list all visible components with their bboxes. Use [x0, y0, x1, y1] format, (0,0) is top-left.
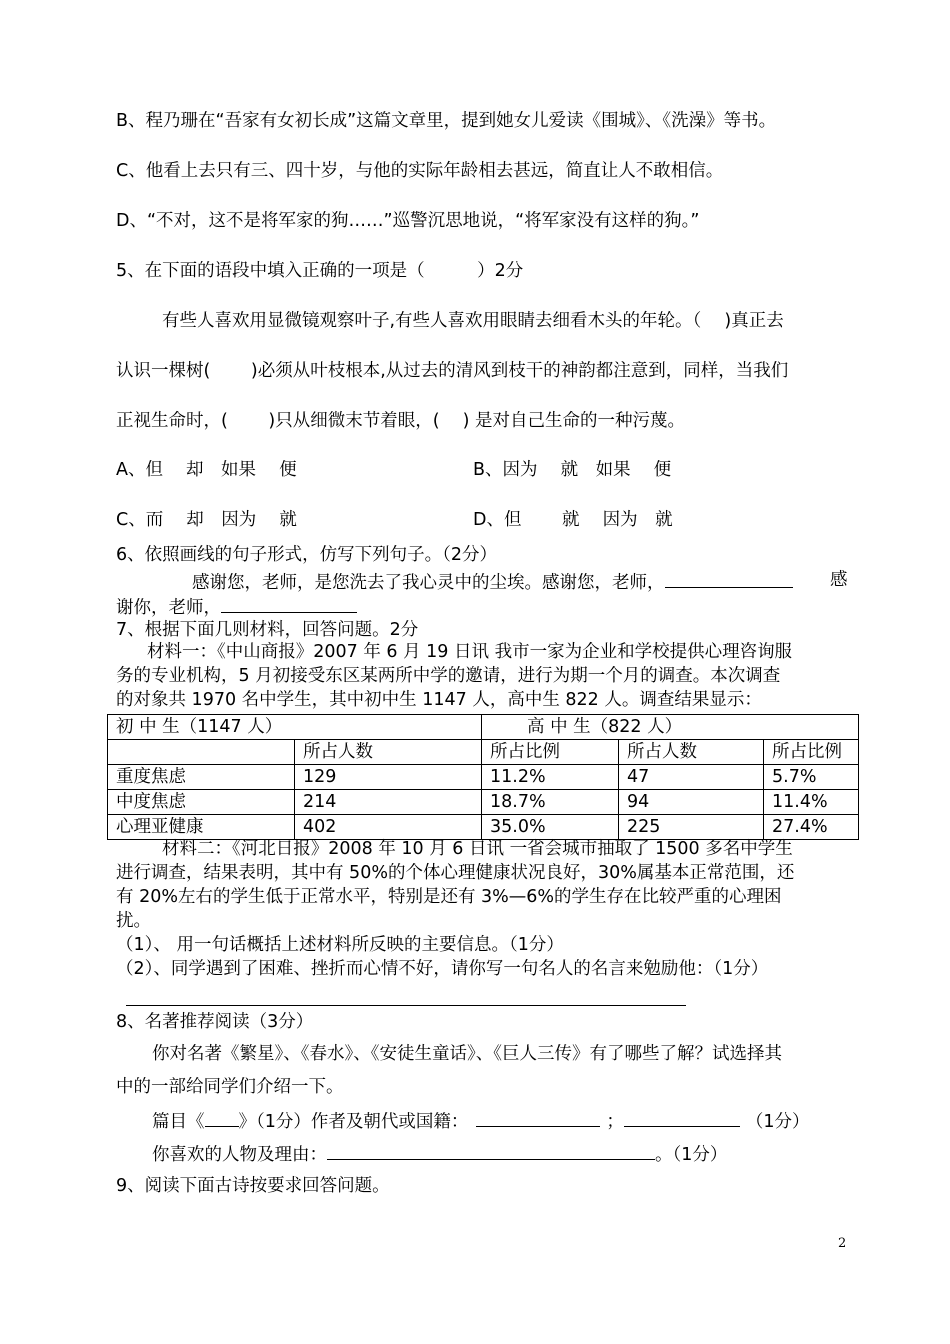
table-cell: 129 [295, 765, 482, 790]
table-cell: 5.7% [764, 765, 859, 790]
table-header-row [108, 740, 859, 765]
era-blank[interactable] [624, 1108, 740, 1127]
answer-option-c: C、而 却 因为 就 [116, 510, 297, 530]
table-header: 所占比例 [482, 740, 619, 765]
table-cell: 11.2% [482, 765, 619, 790]
material-2-line-1: 材料二：《河北日报》2008 年 10 月 6 日讯 一省会城市抽取了 1500 多名中学生 [162, 839, 793, 859]
title-blank[interactable] [205, 1108, 239, 1127]
answer-option-d: D、但 就 因为 就 [473, 510, 673, 530]
question-6-prompt-2 [116, 594, 357, 619]
option-c-line: C、他看上去只有三、四十岁，与他的实际年龄相去甚远，简直让人不敢相信。 [116, 161, 724, 181]
q8-title-line [152, 1108, 810, 1133]
question-8: 8、名著推荐阅读（3分） [116, 1012, 314, 1032]
author-blank[interactable] [476, 1108, 600, 1127]
table-header: 所占比例 [764, 740, 859, 765]
table-cell: 47 [619, 765, 764, 790]
passage-line-1: 有些人喜欢用显微镜观察叶子,有些人喜欢用眼睛去细看木头的年轮。（ )真正去 [162, 311, 784, 331]
table-cell: 402 [295, 815, 482, 840]
q6-sentence: 感谢您，老师，是您洗去了我心灵中的尘埃。感谢您，老师， [192, 573, 665, 593]
option-d-line: D、“不对，这不是将军家的狗……”巡警沉思地说，“将军家没有这样的狗。” [116, 211, 700, 231]
table-group-row [108, 715, 859, 740]
junior-group-header: 初 中 生（1147 人） [108, 715, 482, 740]
page-number: 2 [838, 1236, 847, 1251]
survey-table [107, 714, 859, 840]
question-6-prompt [192, 569, 793, 594]
character-blank[interactable] [327, 1141, 655, 1160]
option-b-line: B、程乃珊在“吾家有女初长成”这篇文章里，提到她女儿爱读《围城》、《洗澡》等书。 [116, 111, 777, 131]
q8-character-score: 。（1分） [655, 1145, 728, 1165]
question-5: 5、在下面的语段中填入正确的一项是（ ）2分 [116, 261, 524, 281]
material-1-line-2: 务的专业机构，5 月初接受东区某两所中学的邀请，进行为期一个月的调查。本次调查 [116, 666, 781, 686]
table-cell: 35.0% [482, 815, 619, 840]
answer-option-b: B、因为 就 如果 便 [473, 460, 672, 480]
q6-continue: 感 [830, 570, 848, 590]
table-cell: 心理亚健康 [108, 815, 295, 840]
table-cell: 11.4% [764, 790, 859, 815]
answer-blank[interactable] [221, 594, 357, 613]
q8-intro-2: 中的一部给同学们介绍一下。 [116, 1077, 344, 1097]
q6-thanks: 谢你，老师， [116, 598, 221, 618]
question-7: 7、根据下面几则材料，回答问题。2分 [116, 620, 419, 640]
answer-line[interactable] [126, 1005, 686, 1006]
table-cell: 重度焦虑 [108, 765, 295, 790]
answer-blank[interactable] [665, 569, 793, 588]
table-row [108, 790, 859, 815]
q8-intro-1: 你对名著《繁星》、《春水》、《安徒生童话》、《巨人三传》有了哪些了解？试选择其 [152, 1044, 782, 1064]
q8-character-line [152, 1141, 727, 1166]
question-9: 9、阅读下面古诗按要求回答问题。 [116, 1176, 390, 1196]
table-header: 所占人数 [295, 740, 482, 765]
q8-score: （1分） [745, 1112, 810, 1132]
table-cell: 27.4% [764, 815, 859, 840]
separator: ； [606, 1112, 624, 1132]
passage-line-3: 正视生命时，( )只从细微末节着眼，( ) 是对自己生命的一种污蔑。 [116, 411, 685, 431]
question-6: 6、依照画线的句子形式，仿写下列句子。（2分） [116, 545, 498, 565]
material-1-line-3: 的对象共 1970 名中学生，其中初中生 1147 人，高中生 822 人。调查结果显示： [116, 690, 762, 710]
material-2-line-3: 有 20%左右的学生低于正常水平，特别是还有 3%—6%的学生存在比较严重的心理困 [116, 887, 782, 907]
q8-author-label: 》（1分）作者及朝代或国籍： [238, 1112, 469, 1132]
material-1-line-1: 材料一：《中山商报》2007 年 6 月 19 日讯 我市一家为企业和学校提供心理咨询服 [147, 642, 793, 662]
material-2-line-2: 进行调查，结果表明，其中有 50%的个体心理健康状况良好，30%属基本正常范围，还 [116, 863, 795, 883]
table-cell: 225 [619, 815, 764, 840]
sub-question-1: （1）、 用一句话概括上述材料所反映的主要信息。（1分） [116, 935, 564, 955]
table-cell: 18.7% [482, 790, 619, 815]
table-cell: 214 [295, 790, 482, 815]
table-row [108, 815, 859, 840]
passage-line-2: 认识一棵树( )必须从叶枝根本,从过去的清风到枝干的神韵都注意到，同样，当我们 [116, 361, 789, 381]
q8-title-label: 篇目《 [152, 1112, 205, 1132]
material-2-line-4: 扰。 [116, 911, 151, 931]
sub-question-2: （2）、同学遇到了困难、挫折而心情不好，请你写一句名人的名言来勉励他：（1分） [116, 959, 769, 979]
table-cell: 中度焦虑 [108, 790, 295, 815]
table-header [108, 740, 295, 765]
table-header: 所占人数 [619, 740, 764, 765]
senior-group-header: 高 中 生（822 人） [482, 715, 859, 740]
table-cell: 94 [619, 790, 764, 815]
q8-character-label: 你喜欢的人物及理由： [152, 1145, 327, 1165]
answer-option-a: A、但 却 如果 便 [116, 460, 297, 480]
table-row [108, 765, 859, 790]
